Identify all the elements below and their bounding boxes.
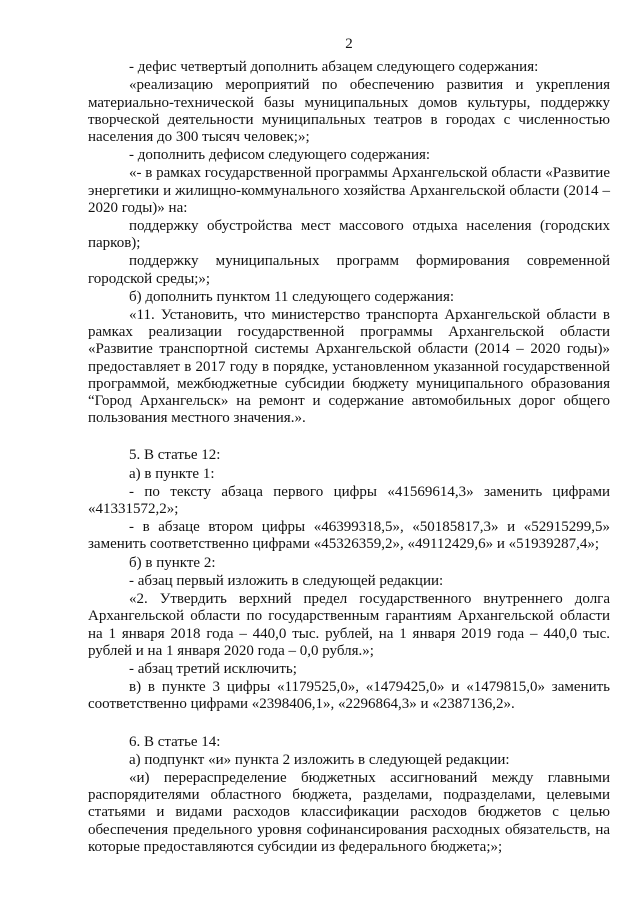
- paragraph: поддержку обустройства мест массового отдыха населения (городских парков);: [88, 218, 610, 252]
- paragraph: «2. Утвердить верхний предел государственного внутреннего долга Архангельской области по государственным гарантиям Архангельской области на 1 января 2018 года – 440,0 тыс. рублей, на 1 января 2019 года – 440,0 тыс. рублей и на 1 января 2020 года – 0,0 рубля.»;: [88, 591, 610, 659]
- paragraph: «и) перераспределение бюджетных ассигнований между главными распорядителями областного бюджета, разделами, подразделами, целевыми статьями и видами расходов классификации расходов бюджетов с целью обеспечения предельного уровня софинансирования расходных обязательств, на которые предоставляются субсидии из федерального бюджета;»;: [88, 769, 610, 855]
- paragraph: - в абзаце втором цифры «46399318,5», «50185817,3» и «52915299,5» заменить соответственно цифрами «45326359,2», «49112429,6» и «51939287,4»;: [88, 519, 610, 553]
- paragraph: б) дополнить пунктом 11 следующего содержания:: [129, 288, 455, 305]
- paragraph: - дефис четвертый дополнить абзацем следующего содержания:: [129, 59, 539, 76]
- section-heading: 6. В статье 14:: [129, 733, 221, 750]
- paragraph: поддержку муниципальных программ формирования современной городской среды;»;: [88, 253, 610, 287]
- document-page: [88, 36, 610, 857]
- paragraph: «- в рамках государственной программы Архангельской области «Развитие энергетики и жилищно-коммунального хозяйства Архангельской области (2014 – 2020 годы)» на:: [88, 165, 610, 216]
- section-heading: 5. В статье 12:: [129, 447, 221, 464]
- paragraph: в) в пункте 3 цифры «1179525,0», «1479425,0» и «1479815,0» заменить соответственно цифрами «2398406,1», «2296864,3» и «2387136,2».: [88, 679, 610, 713]
- paragraph: - абзац первый изложить в следующей редакции:: [129, 572, 444, 589]
- section-spacer: [88, 715, 610, 734]
- paragraph: «реализацию мероприятий по обеспечению развития и укрепления материально-технической базы муниципальных домов культуры, поддержку творческой деятельности муниципальных театров в городах с численностью населения до 300 тысяч человек;»;: [88, 77, 610, 146]
- page-number: 2: [345, 36, 353, 52]
- paragraph: - по тексту абзаца первого цифры «41569614,3» заменить цифрами «41331572,2»;: [88, 483, 610, 518]
- paragraph: «11. Установить, что министерство транспорта Архангельской области в рамках реализации государственной программы Архангельской области «Развитие транспортной системы Архангельской области (2014 – 2020 годы)» предоставляет в 2017 году в порядке, установленном указанной государственной программой, межбюджетные субсидии бюджету муниципального образования “Город Архангельск» на ремонт и содержание автомобильных дорог общего пользования местного значения.».: [88, 307, 610, 427]
- section-spacer: [88, 428, 610, 447]
- paragraph: а) в пункте 1:: [129, 465, 215, 482]
- paragraph: а) подпункт «и» пункта 2 изложить в следующей редакции:: [129, 751, 510, 768]
- paragraph: - абзац третий исключить;: [129, 660, 297, 677]
- paragraph: - дополнить дефисом следующего содержания:: [129, 147, 431, 164]
- paragraph: б) в пункте 2:: [129, 554, 216, 571]
